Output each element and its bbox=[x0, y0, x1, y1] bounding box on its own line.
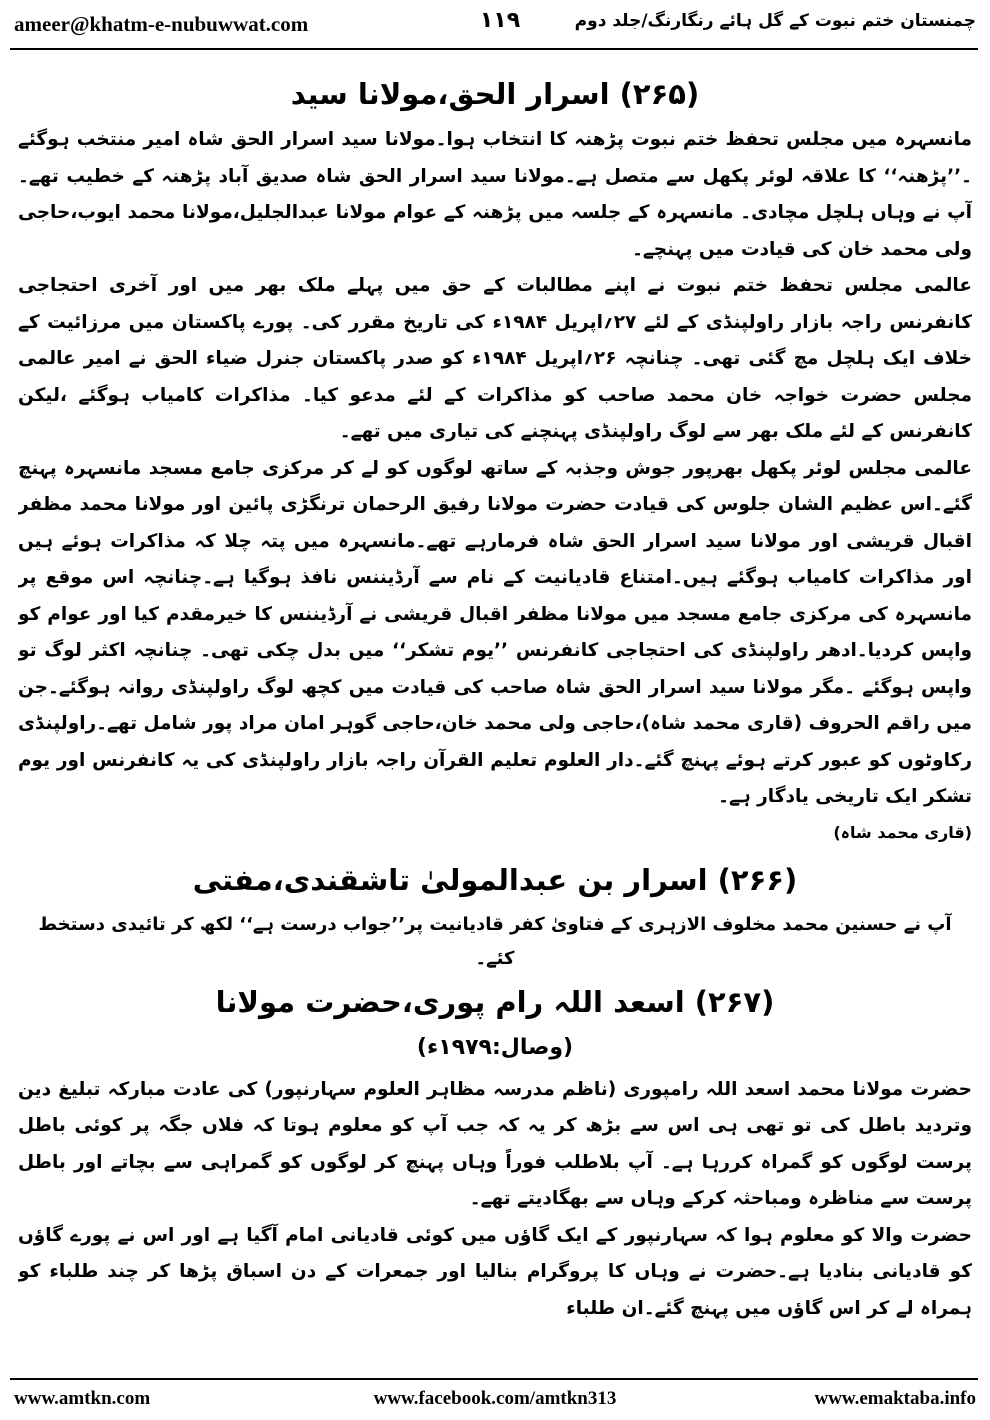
book-title: چمنستان ختم نبوت کے گل ہائے رنگارنگ/جلد دوم bbox=[574, 11, 976, 31]
section-heading-267: (۲۶۷) اسعد اللہ رام پوری،حضرت مولانا bbox=[215, 984, 775, 1019]
paragraph: عالمی مجلس لوئر پکھل بھرپور جوش وجذبہ کے ساتھ لوگوں کو لے کر مرکزی جامع مسجد مانسہرہ پہنچ گئے۔اس عظیم الشان جلوس کی قیادت حضرت مولانا رفیق الرحمان ترنگڑی پائین اور مولانا محمد مظفر اقبال قریشی اور مولانا سید اسرار الحق شاہ فرمارہے تھے۔مانسہرہ میں پتہ چلا کہ مذاکرات ہوئے ہیں اور مذاکرات کامیاب ہوگئے ہیں۔امتناع قادیانیت کے نام سے آرڈیننس نافذ ہوگیا ہے۔چنانچہ اس موقع پر مانسہرہ کی مرکزی جامع مسجد میں مولانا مظفر اقبال قریشی نے آرڈیننس کا خیرمقدم کیا اور عوام کو واپس کردیا۔ادھر راولپنڈی کی احتجاجی کانفرنس ’’یوم تشکر‘‘ میں بدل چکی تھی۔ چنانچہ اکثر لوگ تو واپس ہوگئے ۔مگر مولانا سید اسرار الحق شاہ صاحب کی قیادت میں کچھ لوگ راولپنڈی روانہ ہوگئے۔جن میں راقم الحروف (قاری محمد شاہ)،حاجی ولی محمد خان،حاجی گوہر امان مراد پور شامل تھے۔راولپنڈی رکاوٹوں کو عبور کرتے ہوئے پہنچ گئے۔دار العلوم تعلیم القرآن راجہ بازار راولپنڈی کی یہ کانفرنس اور یوم تشکر ایک تاریخی یادگار ہے۔ bbox=[18, 457, 972, 807]
footer-link-facebook[interactable]: www.facebook.com/amtkn313 bbox=[373, 1388, 617, 1409]
paragraph: مانسہرہ میں مجلس تحفظ ختم نبوت پڑھنہ کا انتخاب ہوا۔مولانا سید اسرار الحق شاہ امیر منتخب ہوگئے ۔’’پڑھنہ‘‘ کا علاقہ لوئر پکھل سے متصل ہے۔مولانا سید اسرار الحق شاہ صدیق آباد پڑھنہ کے خطیب تھے۔ آپ نے وہاں ہلچل مچادی۔ مانسہرہ کے جلسہ میں پڑھنہ کے عوام مولانا عبدالجلیل،مولانا محمد ایوب،حاجی ولی محمد خان کی قیادت میں پہنچے۔ bbox=[18, 129, 972, 260]
paragraph: حضرت والا کو معلوم ہوا کہ سہارنپور کے ایک گاؤں میں کوئی قادیانی امام آگیا ہے اور اس نے پورے گاؤں کو قادیانی بنادیا ہے۔حضرت نے وہاں کا پروگرام بنالیا اور جمعرات کے دن اسباق پڑھا کر چند طلباء کو ہمراہ لے کر اس گاؤں میں پہنچ گئے۔ان طلباء bbox=[18, 1224, 972, 1319]
source-attribution: (قاری محمد شاہ) bbox=[833, 822, 972, 842]
footer-link-emaktaba[interactable]: www.emaktaba.info bbox=[814, 1388, 976, 1409]
section-heading-266: (۲۶۶) اسرار بن عبدالمولیٰ تاشقندی،مفتی bbox=[192, 862, 798, 897]
page-number: ۱۱۹ bbox=[479, 8, 521, 33]
paragraph: حضرت مولانا محمد اسعد اللہ رامپوری (ناظم مدرسہ مظاہر العلوم سہارنپور) کی عادت مبارکہ تبلیغ دین وتردید باطل کی تو تھی ہی اس سے بڑھ کر یہ کہ جب آپ کو معلوم ہوتا کہ فلاں جگہ پر کوئی باطل پرست لوگوں کو گمراہ کررہا ہے۔ آپ بلاطلب فوراً وہاں پہنچ کر لوگوں کو گمراہی سے بچاتے اور باطل پرست سے مناظرہ ومباحثہ کرکے وہاں سے بھگادیتے تھے۔ bbox=[18, 1078, 972, 1209]
footer-link-amtkn[interactable]: www.amtkn.com bbox=[14, 1388, 151, 1409]
page-header bbox=[0, 0, 990, 48]
footer-divider bbox=[10, 1378, 978, 1380]
header-divider bbox=[10, 48, 978, 50]
death-year: (وصال:۱۹۷۹ء) bbox=[416, 1034, 574, 1060]
paragraph: عالمی مجلس تحفظ ختم نبوت نے اپنے مطالبات کے حق میں پہلے ملک بھر میں اور آخری احتجاجی کانفرنس راجہ بازار راولپنڈی کے لئے ۲۷؍اپریل ۱۹۸۴ء کی تاریخ مقرر کی۔ پورے پاکستان میں مرزائیت کے خلاف ایک ہلچل مچ گئی تھی۔ چنانچہ ۲۶؍اپریل ۱۹۸۴ء کو صدر پاکستان جنرل ضیاء الحق نے امیر عالمی مجلس حضرت خواجہ خان محمد صاحب کو مذاکرات کے لئے مدعو کیا۔ مذاکرات کامیاب ہوگئے ،لیکن کانفرنس کے لئے ملک بھر سے لوگ راولپنڈی پہنچنے کی تیاری میں تھے۔ bbox=[18, 275, 972, 442]
page-body bbox=[18, 70, 972, 1370]
section-266-text: آپ نے حسنین محمد مخلوف الازہری کے فتاویٰ کفر قادیانیت پر’’جواب درست ہے‘‘ لکھ کر تائیدی دستخط کئے۔ bbox=[38, 913, 952, 969]
page-footer bbox=[0, 1384, 990, 1420]
section-heading-265: (۲۶۵) اسرار الحق،مولانا سید bbox=[290, 77, 700, 111]
header-email[interactable]: ameer@khatm-e-nubuwwat.com bbox=[14, 12, 309, 36]
